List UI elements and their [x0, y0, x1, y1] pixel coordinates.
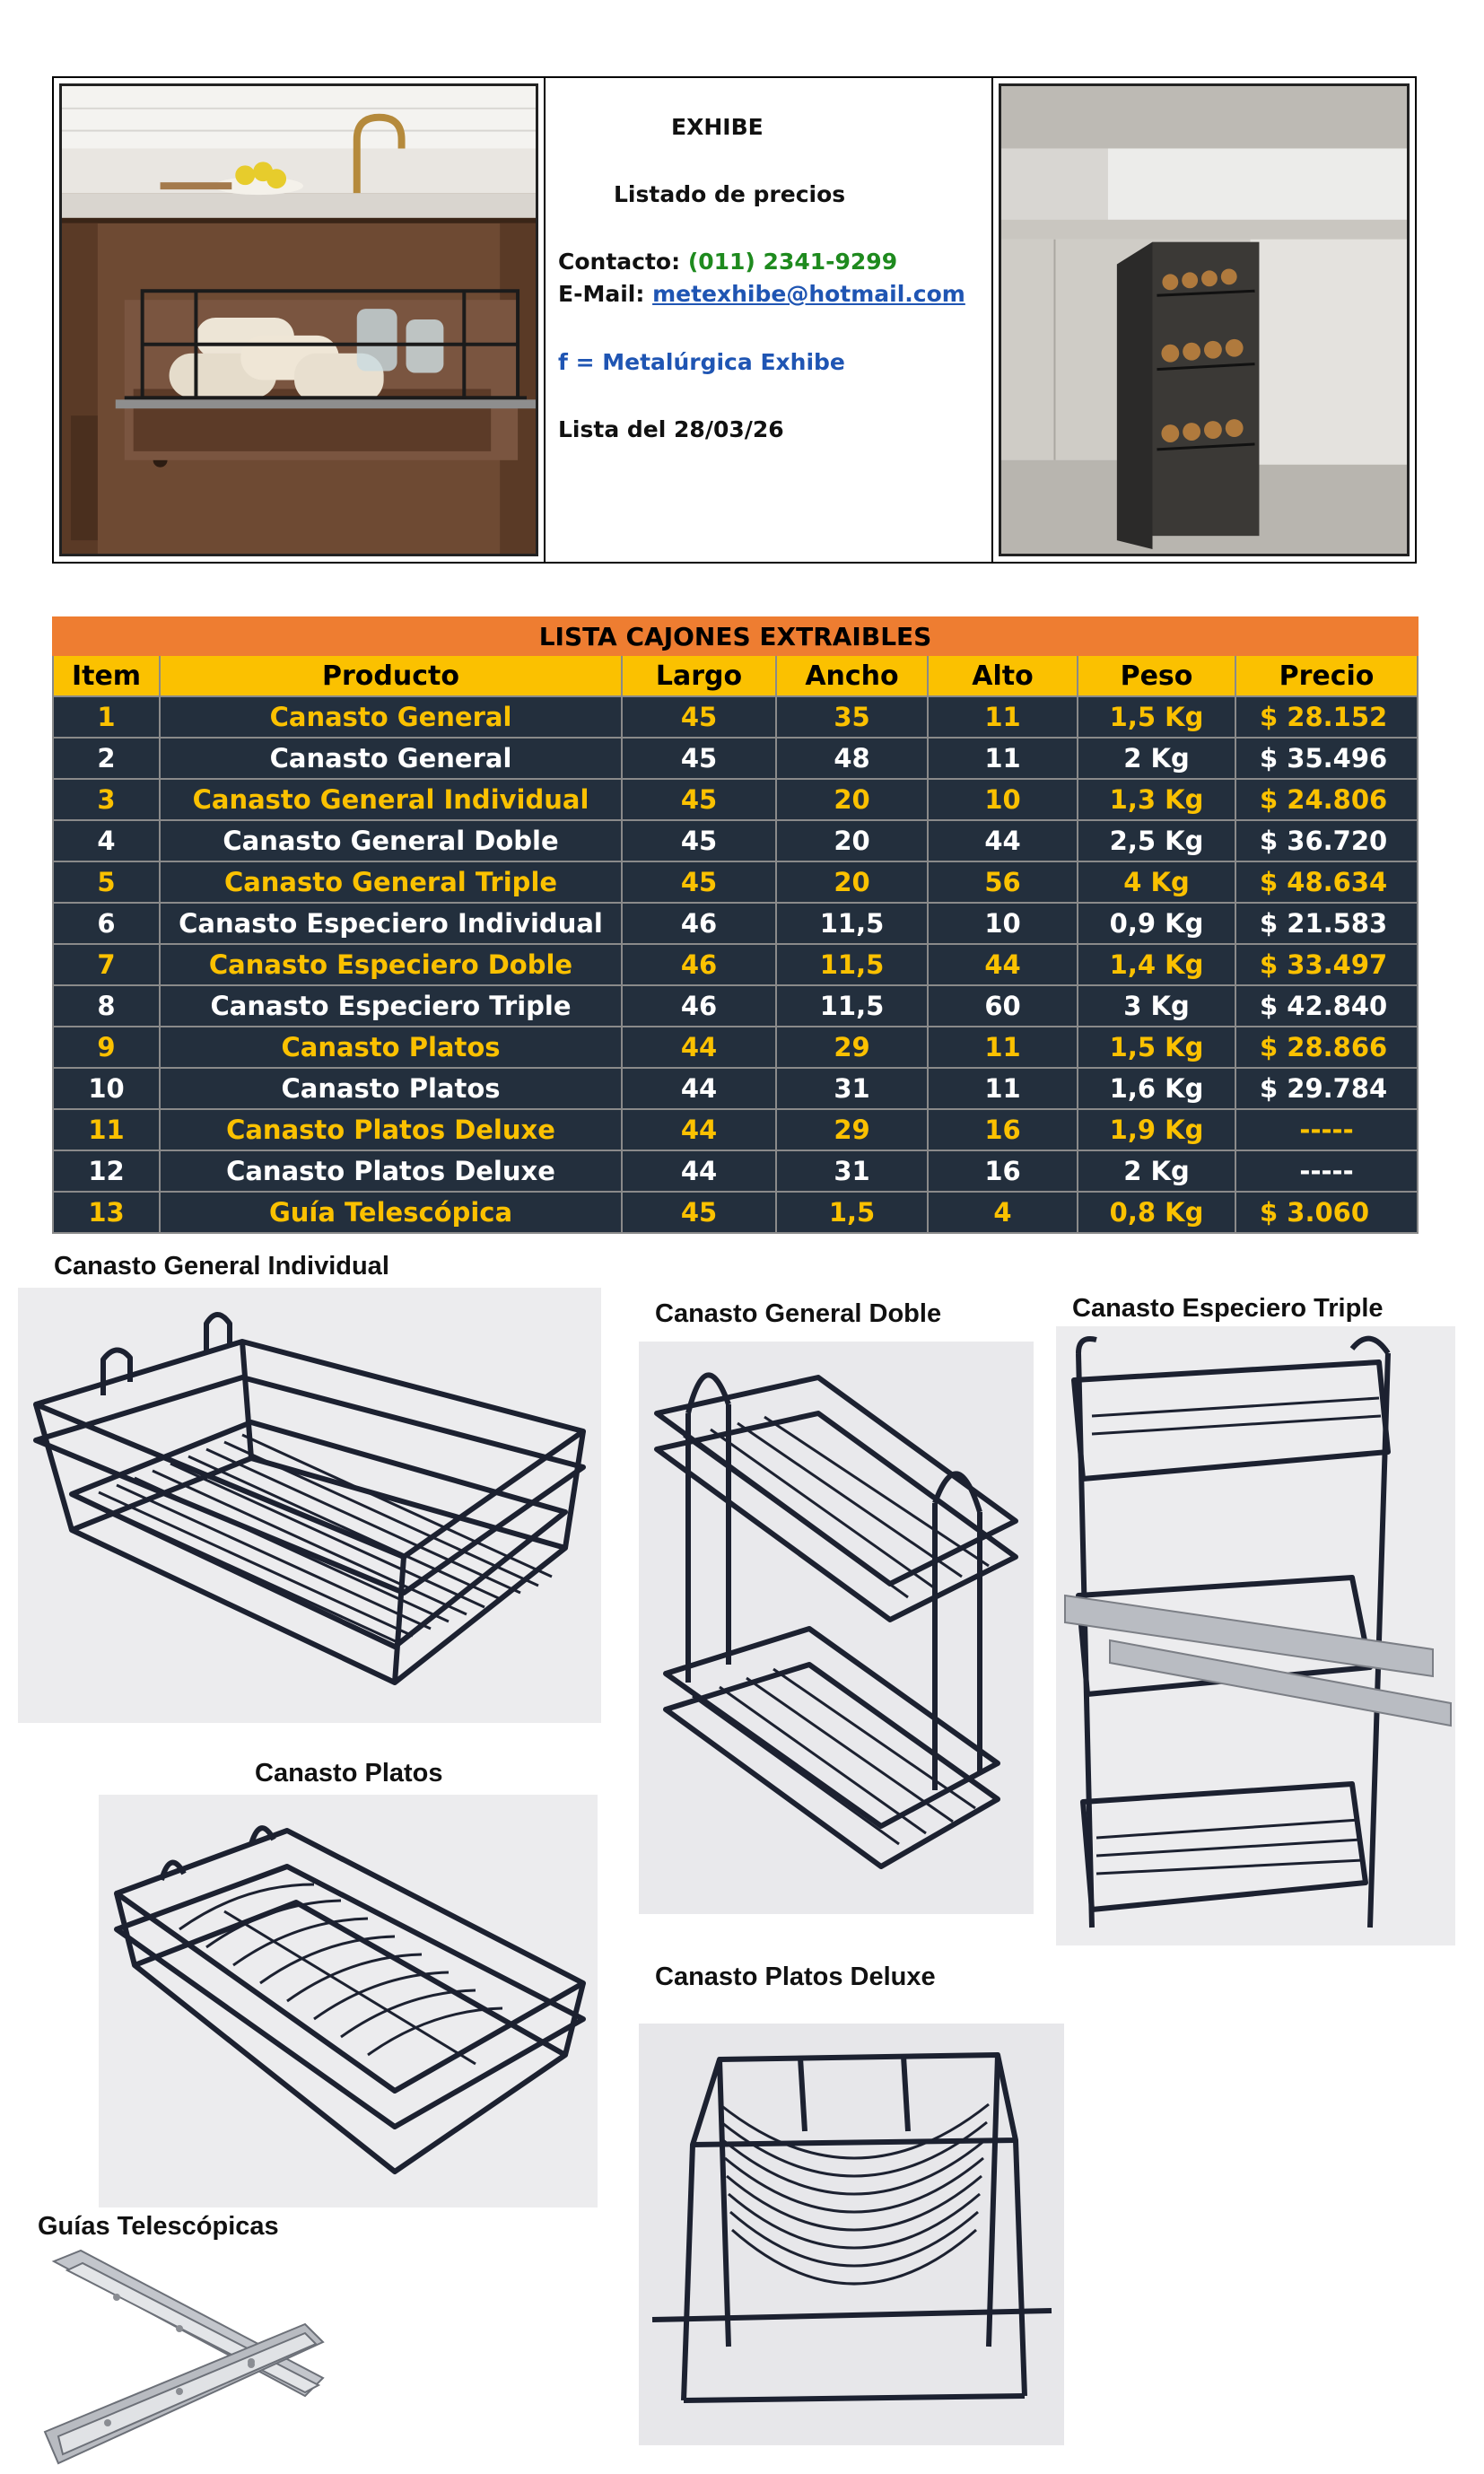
header-info-cell [546, 78, 993, 562]
cell-item: 10 [53, 1068, 160, 1109]
cell-item: 7 [53, 944, 160, 985]
column-header-largo: Largo [622, 655, 776, 696]
table-row [53, 1109, 1418, 1150]
facebook-page[interactable]: f = Metalúrgica Exhibe [558, 349, 845, 375]
column-header-producto: Producto [160, 655, 622, 696]
cell-ancho: 1,5 [776, 1192, 928, 1233]
contact-line [558, 249, 897, 275]
cell-largo: 44 [622, 1150, 776, 1192]
cell-peso: 1,9 Kg [1078, 1109, 1235, 1150]
column-header-item: Item [53, 655, 160, 696]
list-date: Lista del 28/03/26 [558, 416, 784, 442]
cell-item: 6 [53, 903, 160, 944]
caption-general-individual: Canasto General Individual [54, 1252, 389, 1281]
table-row [53, 820, 1418, 861]
cell-producto: Canasto General Doble [160, 820, 622, 861]
cell-alto: 11 [928, 1027, 1078, 1068]
cell-producto: Canasto Platos Deluxe [160, 1150, 622, 1192]
contact-label: Contacto: [558, 249, 681, 275]
cell-peso: 1,5 Kg [1078, 696, 1235, 738]
cell-alto: 44 [928, 820, 1078, 861]
table-row [53, 1192, 1418, 1233]
cell-largo: 46 [622, 985, 776, 1027]
cell-peso: 1,4 Kg [1078, 944, 1235, 985]
header-photo-right-cell [993, 78, 1415, 562]
caption-platos: Canasto Platos [255, 1759, 443, 1788]
cell-alto: 16 [928, 1109, 1078, 1150]
caption-platos-deluxe: Canasto Platos Deluxe [655, 1963, 936, 1991]
cell-producto: Canasto Especiero Doble [160, 944, 622, 985]
email-label: E-Mail: [558, 281, 645, 307]
cell-producto: Canasto Platos Deluxe [160, 1109, 622, 1150]
cell-alto: 10 [928, 779, 1078, 820]
cell-precio: ----- [1235, 1109, 1418, 1150]
table-row [53, 1150, 1418, 1192]
cell-item: 12 [53, 1150, 160, 1192]
cell-ancho: 20 [776, 779, 928, 820]
cell-alto: 11 [928, 1068, 1078, 1109]
cell-largo: 45 [622, 738, 776, 779]
table-row [53, 696, 1418, 738]
photo-especiero-triple [1056, 1326, 1455, 1945]
cell-alto: 60 [928, 985, 1078, 1027]
cell-ancho: 11,5 [776, 944, 928, 985]
cell-ancho: 31 [776, 1068, 928, 1109]
cell-item: 8 [53, 985, 160, 1027]
cell-ancho: 20 [776, 820, 928, 861]
cell-largo: 44 [622, 1027, 776, 1068]
cell-precio: $ 33.497 [1235, 944, 1418, 985]
cell-peso: 0,9 Kg [1078, 903, 1235, 944]
caption-guias: Guías Telescópicas [38, 2212, 279, 2241]
table-header-row [53, 655, 1418, 696]
cell-precio: $ 21.583 [1235, 903, 1418, 944]
email-line [558, 281, 965, 307]
cell-ancho: 29 [776, 1027, 928, 1068]
caption-general-doble: Canasto General Doble [655, 1299, 942, 1328]
table-row [53, 944, 1418, 985]
table-row [53, 738, 1418, 779]
cell-producto: Canasto Especiero Individual [160, 903, 622, 944]
cell-item: 13 [53, 1192, 160, 1233]
header-photo-left-cell [54, 78, 546, 562]
cell-alto: 4 [928, 1192, 1078, 1233]
table-row [53, 903, 1418, 944]
price-table [52, 616, 1419, 1234]
cell-item: 11 [53, 1109, 160, 1150]
column-header-peso: Peso [1078, 655, 1235, 696]
photo-guias-telescopicas [36, 2243, 332, 2474]
cell-item: 9 [53, 1027, 160, 1068]
table-row [53, 1068, 1418, 1109]
cell-producto: Canasto Platos [160, 1068, 622, 1109]
cell-precio: $ 28.866 [1235, 1027, 1418, 1068]
cell-peso: 1,6 Kg [1078, 1068, 1235, 1109]
cell-peso: 0,8 Kg [1078, 1192, 1235, 1233]
cell-ancho: 11,5 [776, 903, 928, 944]
cell-largo: 45 [622, 820, 776, 861]
header-block [52, 76, 1417, 564]
cell-producto: Canasto General Individual [160, 779, 622, 820]
cell-producto: Canasto General Triple [160, 861, 622, 903]
cell-precio: $ 3.060 [1235, 1192, 1418, 1233]
cell-largo: 46 [622, 903, 776, 944]
table-title: LISTA CAJONES EXTRAIBLES [53, 617, 1418, 655]
cell-item: 3 [53, 779, 160, 820]
photo-platos-deluxe [639, 2024, 1064, 2445]
cell-peso: 2,5 Kg [1078, 820, 1235, 861]
price-list-subtitle: Listado de precios [614, 181, 846, 207]
table-row [53, 861, 1418, 903]
cell-alto: 44 [928, 944, 1078, 985]
column-header-alto: Alto [928, 655, 1078, 696]
cell-largo: 45 [622, 696, 776, 738]
photo-general-doble [639, 1342, 1034, 1914]
cell-precio: $ 29.784 [1235, 1068, 1418, 1109]
cell-peso: 2 Kg [1078, 738, 1235, 779]
brand-name: EXHIBE [671, 114, 764, 140]
column-header-ancho: Ancho [776, 655, 928, 696]
cell-peso: 1,5 Kg [1078, 1027, 1235, 1068]
cell-largo: 44 [622, 1068, 776, 1109]
cell-ancho: 29 [776, 1109, 928, 1150]
cell-producto: Canasto General [160, 696, 622, 738]
cell-precio: $ 48.634 [1235, 861, 1418, 903]
cell-precio: $ 35.496 [1235, 738, 1418, 779]
cell-producto: Canasto General [160, 738, 622, 779]
cell-precio: $ 28.152 [1235, 696, 1418, 738]
cell-producto: Canasto Especiero Triple [160, 985, 622, 1027]
cell-alto: 16 [928, 1150, 1078, 1192]
table-body [53, 696, 1418, 1233]
cell-largo: 45 [622, 861, 776, 903]
cell-ancho: 11,5 [776, 985, 928, 1027]
cell-alto: 11 [928, 696, 1078, 738]
cell-alto: 11 [928, 738, 1078, 779]
table-row [53, 1027, 1418, 1068]
cell-alto: 56 [928, 861, 1078, 903]
cell-ancho: 31 [776, 1150, 928, 1192]
cell-largo: 46 [622, 944, 776, 985]
email-link[interactable]: metexhibe@hotmail.com [652, 281, 965, 307]
cell-alto: 10 [928, 903, 1078, 944]
cell-item: 5 [53, 861, 160, 903]
column-header-precio: Precio [1235, 655, 1418, 696]
photo-general-individual [18, 1288, 601, 1723]
cell-item: 4 [53, 820, 160, 861]
cell-producto: Guía Telescópica [160, 1192, 622, 1233]
cell-largo: 44 [622, 1109, 776, 1150]
table-title-row [53, 617, 1418, 655]
cell-ancho: 48 [776, 738, 928, 779]
cell-precio: $ 36.720 [1235, 820, 1418, 861]
cell-peso: 4 Kg [1078, 861, 1235, 903]
cell-item: 2 [53, 738, 160, 779]
cell-precio: ----- [1235, 1150, 1418, 1192]
cell-largo: 45 [622, 779, 776, 820]
photo-platos [99, 1795, 598, 2207]
cell-peso: 2 Kg [1078, 1150, 1235, 1192]
kitchen-drawer-photo [59, 83, 538, 556]
cell-precio: $ 42.840 [1235, 985, 1418, 1027]
table-row [53, 779, 1418, 820]
table-row [53, 985, 1418, 1027]
pullout-spice-rack-photo [999, 83, 1410, 556]
cell-ancho: 35 [776, 696, 928, 738]
cell-peso: 3 Kg [1078, 985, 1235, 1027]
cell-precio: $ 24.806 [1235, 779, 1418, 820]
cell-producto: Canasto Platos [160, 1027, 622, 1068]
cell-peso: 1,3 Kg [1078, 779, 1235, 820]
cell-item: 1 [53, 696, 160, 738]
cell-largo: 45 [622, 1192, 776, 1233]
caption-especiero-triple: Canasto Especiero Triple [1072, 1294, 1384, 1323]
contact-phone[interactable]: (011) 2341-9299 [687, 249, 898, 275]
cell-ancho: 20 [776, 861, 928, 903]
